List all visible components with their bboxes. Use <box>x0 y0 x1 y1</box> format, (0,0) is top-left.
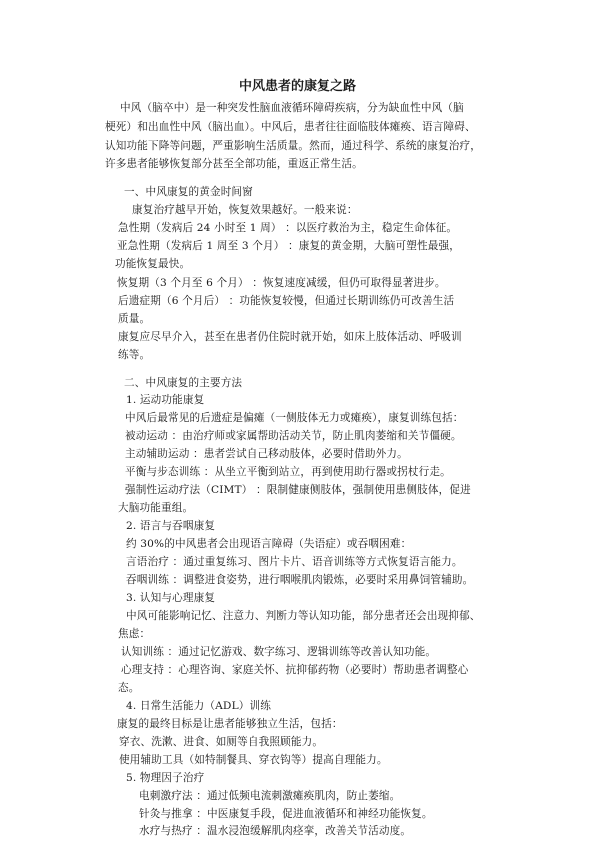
paragraph-line: 后遗症期（6 个月后） ：功能恢复较慢，但通过长期训练仍可改善生活 <box>118 295 455 307</box>
paragraph-line: 中风后最常见的后遗症是偏瘫（一侧肢体无力或瘫痪），康复训练包括： <box>125 412 464 424</box>
paragraph-line: 康复治疗越早开始，恢复效果越好。一般来说： <box>132 204 358 216</box>
paragraph-line: 使用辅助工具（如特制餐具、穿衣钩等）提高自理能力。 <box>119 754 388 766</box>
intro-line: 中风（脑卒中）是一种突发性脑血液循环障碍疾病，分为缺血性中风（脑 <box>120 102 464 114</box>
paragraph-line: 约 30%的中风患者会出现语言障碍（失语症）或吞咽困难： <box>126 538 412 550</box>
intro-line: 梗死）和出血性中风（脑出血）。中风后，患者往往面临肢体瘫痪、语言障碍、 <box>105 121 476 133</box>
subheading: 1. 运动功能康复 <box>126 394 205 406</box>
section-heading: 二、中风康复的主要方法 <box>124 377 243 389</box>
subheading: 3. 认知与心理康复 <box>126 592 216 604</box>
paragraph-line: 亚急性期（发病后 1 周至 3 个月） ：康复的黄金期，大脑可塑性最强， <box>117 240 460 252</box>
paragraph-line: 恢复期（3 个月至 6 个月） ：恢复速度减缓，但仍可取得显著进步。 <box>117 277 446 289</box>
subheading: 2. 语言与吞咽康复 <box>126 520 216 532</box>
paragraph-line: 认知训练 ：通过记忆游戏、数字练习、逻辑训练等改善认知功能。 <box>121 646 437 658</box>
paragraph-line: 言语治疗 ：通过重复练习、图片卡片、语音训练等方式恢复语言能力。 <box>126 556 463 568</box>
paragraph-line: 态。 <box>118 682 140 694</box>
intro-line: 认知功能下降等问题，严重影响生活质量。然而，通过科学、系统的康复治疗， <box>105 140 482 152</box>
paragraph-line: 电刺激疗法 ：通过低频电流刺激瘫痪肌肉，防止萎缩。 <box>139 790 401 802</box>
paragraph-line: 主动辅助运动 ：患者尝试自己移动肢体，必要时借助外力。 <box>125 448 408 460</box>
paragraph-line: 水疗与热疗 ：温水浸泡缓解肌肉痉挛，改善关节活动度。 <box>139 825 412 837</box>
paragraph-line: 焦虑： <box>118 628 151 640</box>
paragraph-line: 穿衣、洗漱、进食、如厕等自我照顾能力。 <box>119 736 324 748</box>
intro-line: 许多患者能够恢复部分甚至全部功能，重返正常生活。 <box>105 158 363 170</box>
paragraph-line: 被动运动 ：由治疗师或家属帮助活动关节，防止肌肉萎缩和关节僵硬。 <box>125 430 462 442</box>
paragraph-line: 功能恢复最快。 <box>115 258 191 270</box>
subheading: 4. 日常生活能力（ADL）训练 <box>126 700 271 712</box>
paragraph-line: 强制性运动疗法（CIMT） ：限制健康侧肢体，强制使用患侧肢体，促进 <box>125 484 471 496</box>
section-heading: 一、中风康复的黄金时间窗 <box>124 186 253 198</box>
paragraph-line: 康复应尽早介入，甚至在患者仍住院时就开始，如床上肢体活动、呼吸训 <box>118 331 462 343</box>
paragraph-line: 吞咽训练 ：调整进食姿势，进行咽喉肌肉锻炼，必要时采用鼻饲管辅助。 <box>126 574 474 586</box>
paragraph-line: 中风可能影响记忆、注意力、判断力等认知功能，部分患者还会出现抑郁、 <box>126 610 481 622</box>
paragraph-line: 针灸与推拿 ：中医康复手段，促进血液循环和神经功能恢复。 <box>139 808 433 820</box>
paragraph-line: 大脑功能重组。 <box>118 502 194 514</box>
paragraph-line: 心理支持 ：心理咨询、家庭关怀、抗抑郁药物（必要时）帮助患者调整心 <box>121 664 469 676</box>
paragraph-line: 康复的最终目标是让患者能够独立生活，包括： <box>117 718 343 730</box>
document-title: 中风患者的康复之路 <box>238 79 356 94</box>
paragraph-line: 急性期（发病后 24 小时至 1 周） ：以医疗救治为主，稳定生命体征。 <box>118 222 458 234</box>
paragraph-line: 质量。 <box>118 313 151 325</box>
paragraph-line: 练等。 <box>118 349 151 361</box>
paragraph-line: 平衡与步态训练 ：从坐立平衡到站立，再到使用助行器或拐杖行走。 <box>125 466 451 478</box>
subheading: 5. 物理因子治疗 <box>126 772 205 784</box>
